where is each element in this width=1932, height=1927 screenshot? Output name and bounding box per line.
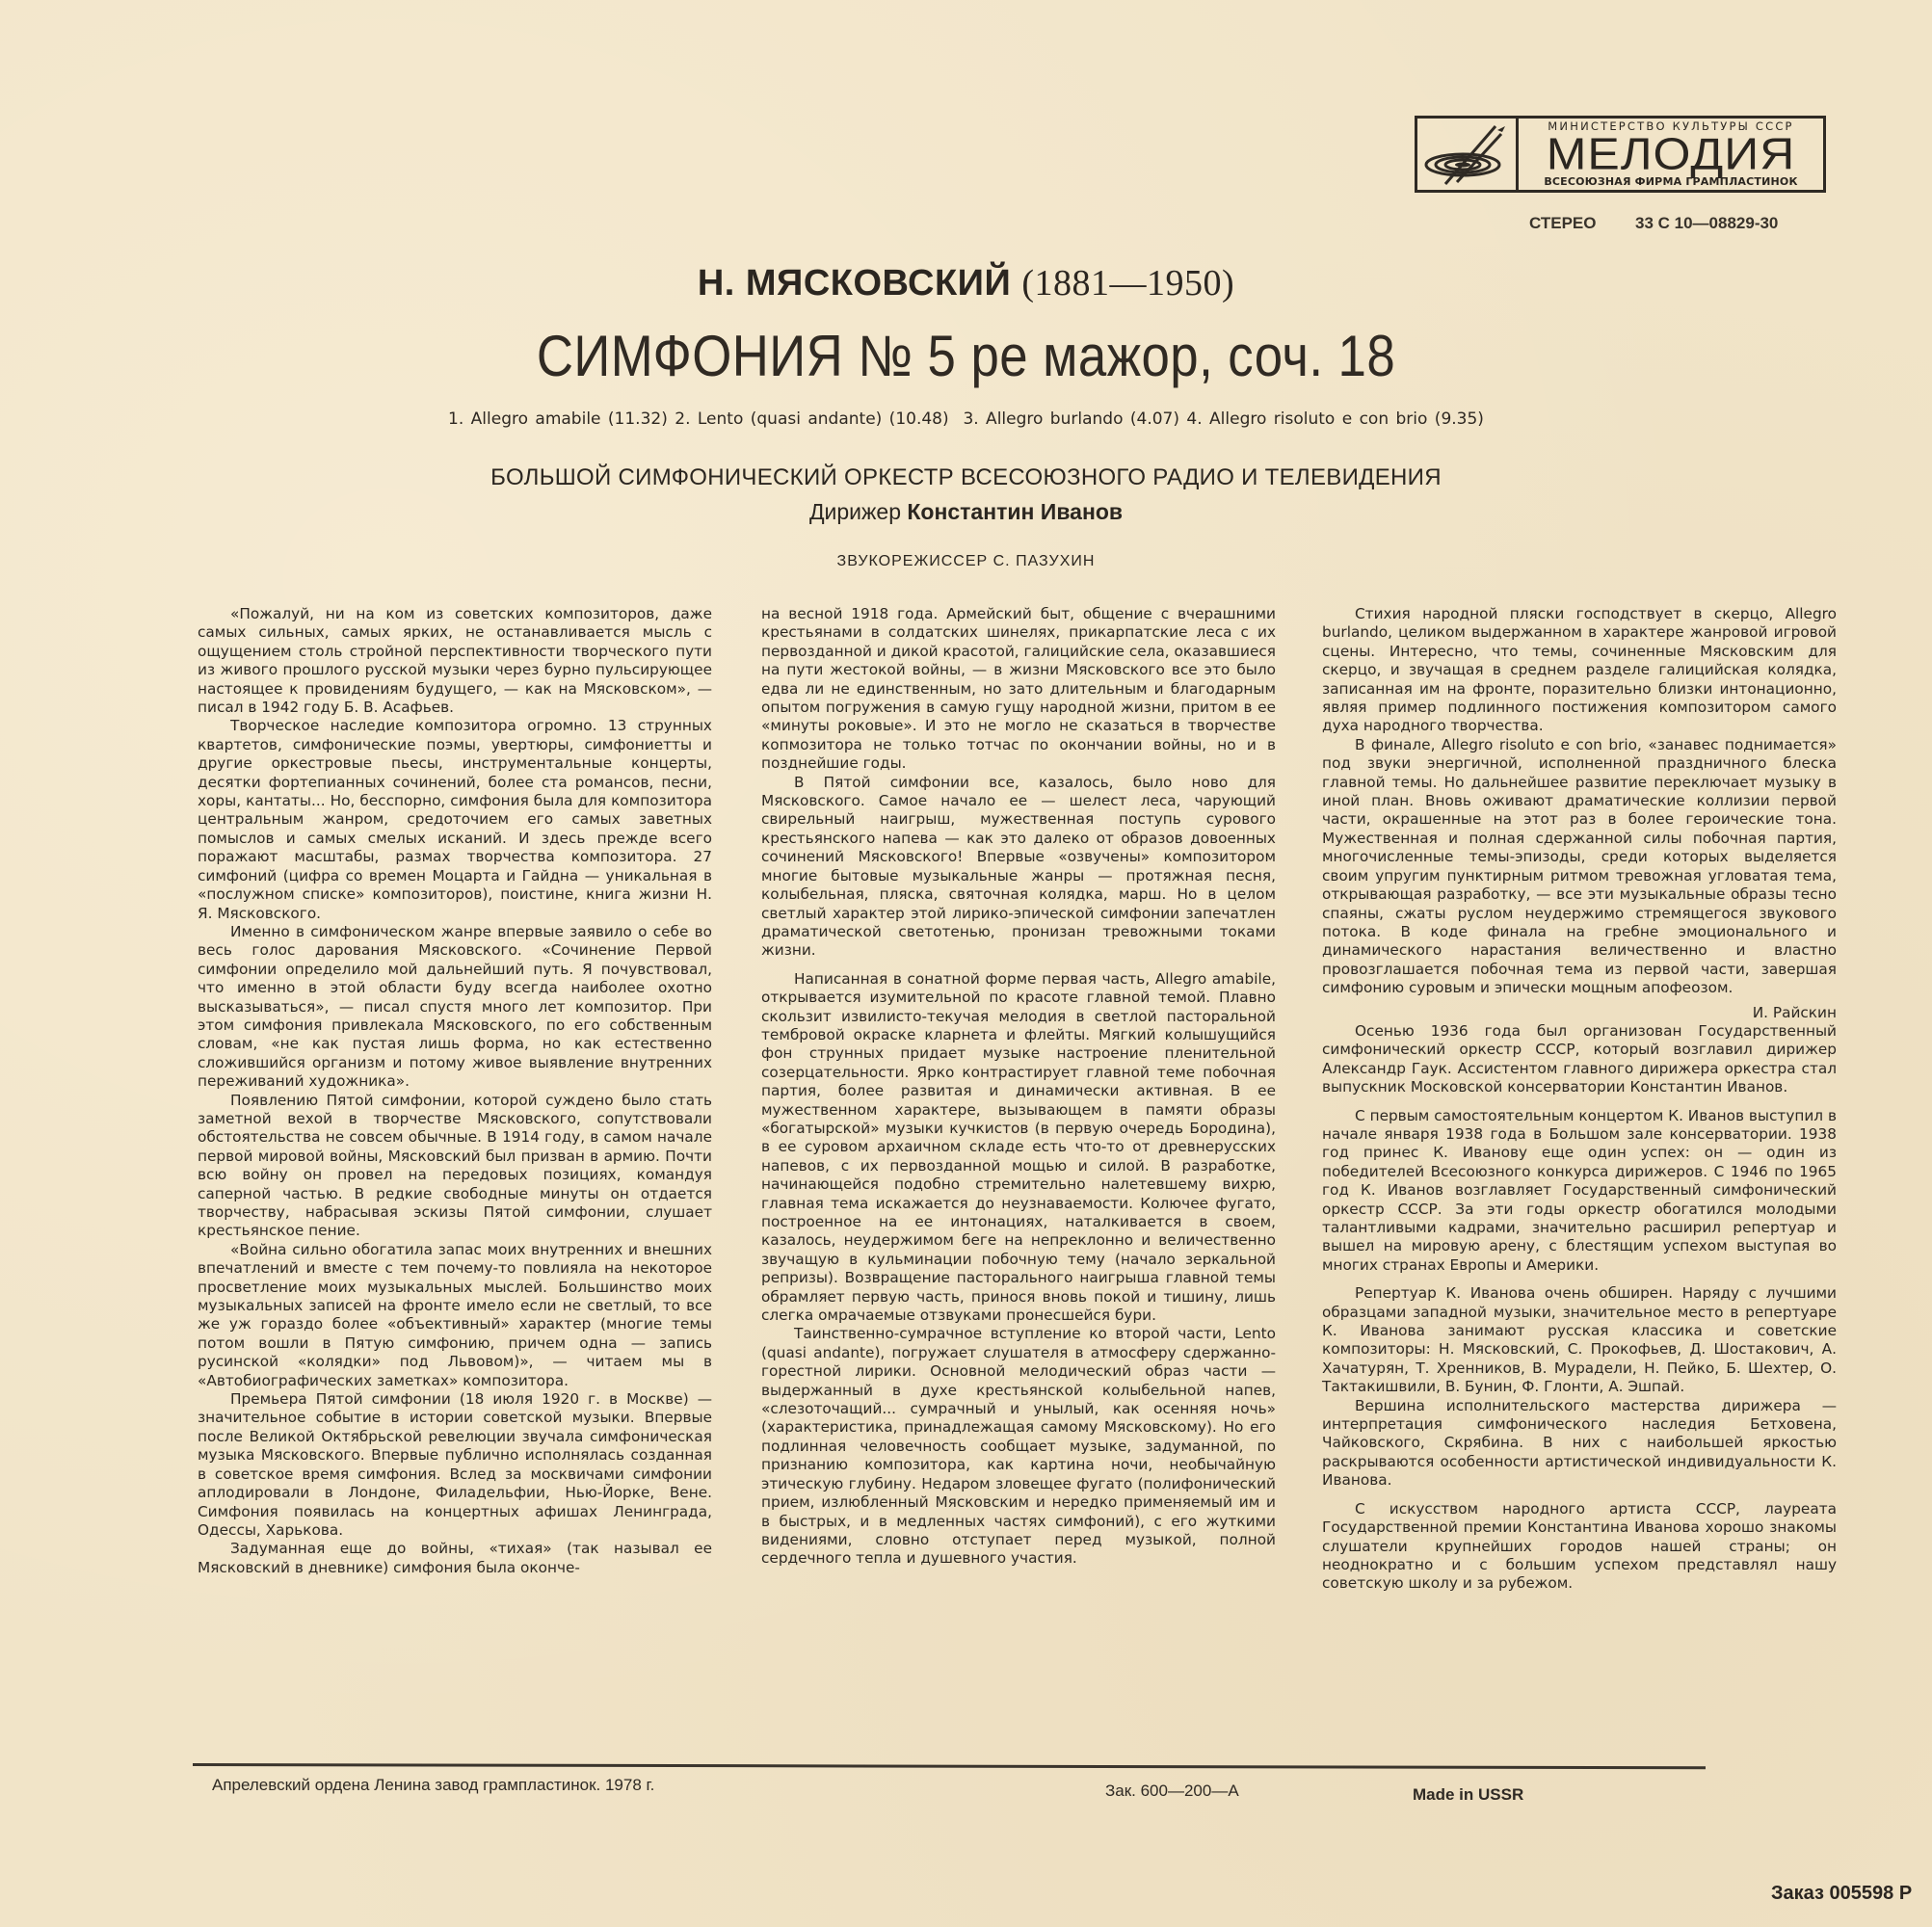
composer-years: (1881—1950) [1021, 263, 1235, 304]
paragraph: В Пятой симфонии все, казалось, было ново для Мясковского. Самое начало ее — шелест леса, чарующий свирельный наигрыш, мужественная поступь сурового крестьянского напева — как это далеко от образов довоенных сочинений Мясковского! Впервые «озвучены» композитором многие бытовые музыкальные жанры — протяжная песня, колыбельная, пляска, святочная колядка, марш. Но в целом светлый характер этой лирико-эпической симфонии запечатлен драматической светотенью, пронизан тревожными токами жизни. [761, 773, 1276, 960]
liner-notes-column-3 [1322, 605, 1837, 1594]
paragraph: Задуманная еще до войны, «тихая» (так называл ее Мясковский в дневнике) симфония была оконче- [198, 1540, 712, 1576]
melodiya-record-logo-icon [1417, 119, 1519, 190]
work-title: СИМФОНИЯ № 5 ре мажор, соч. 18 [536, 324, 1396, 388]
paragraph: В финале, Allegro risoluto e con brio, «занавес поднимается» под звуки энергичной, исполненной праздничного блеска главной темы. Но дальнейшее развитие переключает музыку в иной план. Вновь оживают драматические коллизии первой части, окрашенные на этот раз в более героические тона. Мужественная и полная сдержанной силы побочная партия, многочисленные темы-эпизоды, среди которых выделяется своим упругим пунктирным ритмом тревожная угловатая тема, открывающая разработку, — все эти музыкальные образы тесно спаяны, сжаты руслом неудержимо стремящегося звукового потока. В коде финала на гребне эмоционального и динамического нарастания величественно и властно провозглашается побочная тема из первой части, завершая симфонию суровым и эпически мощным апофеозом. [1322, 735, 1837, 997]
track-item: 2. Lento (quasi andante) (10.48) [675, 409, 949, 429]
paragraph: «Война сильно обогатила запас моих внутренних и внешних впечатлений и вместе с тем почему-то повлияла на некоторое просветление моих музыкальных мыслей. Большинство моих музыкальных записей на фронте имело если не светлый, то все же уж гораздо более «объективный» характер (многие темы потом вошли в Пятую симфонию, причем одна — запись русинской «колядки» под Львовом)», — читаем мы в «Автобиографических заметках» композитора. [198, 1240, 712, 1389]
label-name: МЕЛОДИЯ [1546, 129, 1796, 180]
footer-divider [193, 1763, 1706, 1769]
track-item: 4. Allegro risoluto e con brio (9.35) [1186, 409, 1484, 429]
liner-notes-column-2 [761, 605, 1276, 1569]
paragraph: Осенью 1936 года был организован Государственный симфонический оркестр СССР, который возглавил дирижер Александр Гаук. Ассистентом главного дирижера оркестра стал выпускник Московской консерватории Константин Иванов. [1322, 1021, 1837, 1096]
paragraph: на весной 1918 года. Армейский быт, общение с вчерашними крестьянами в солдатских шинелях, прикарпатские леса с их первозданной и дикой красотой, галицийские села, оказавшиеся на пути жестокой войны, — в жизни Мясковского все это было едва ли не единственным, но зато длительным и благодарным опытом погружения в самую гущу народной жизни, притом в ее «минуты роковые». И это не могло не сказаться в творчестве копмозитора не только тотчас по окончании войны, но и в позднейшие годы. [761, 605, 1276, 773]
print-order-number: Заказ 005598 Р [1771, 1883, 1913, 1904]
order-code: Зак. 600—200—А [1105, 1782, 1239, 1800]
conductor-name: Константин Иванов [907, 499, 1124, 524]
paragraph: Творческое наследие композитора огромно. 13 струнных квартетов, симфонические поэмы, увертюры, симфониетты и другие оркестровые пьесы, инструментальные концерты, десятки фортепианных сочинений, более ста романсов, песни, хоры, кантаты... Но, бесспорно, симфония была для композитора центральным жанром, средоточием его самых заветных помыслов и самых смелых исканий. И здесь прежде всего поражают масштабы, размах творчества композитора. 27 симфоний (цифра со времен Моцарта и Гайдна — уникальная в «послужном списке» композиторов), поистине, книга жизни Н. Я. Мясковского. [198, 717, 712, 922]
paragraph: Именно в симфоническом жанре впервые заявило о себе во весь голос дарования Мясковского. «Сочинение Первой симфонии определило мой дальнейший путь. Я почувствовал, что именно в этой области буду всегда наиболее охотно высказываться», — писал спустя много лет композитор. При этом симфония привлекала Мясковского, по его собственным словам, «не как пустая лишь форма, но как естественно сложившийся организм и потому живое выявление внутренних переживаний художника». [198, 922, 712, 1091]
conductor-label: Дирижер [808, 499, 901, 524]
paragraph: Премьера Пятой симфонии (18 июля 1920 г. в Москве) — значительное событие в истории советской музыки. Впервые после Великой Октябрьской ревелюции звучала симфоническая музыка Мясковского. Впервые публично исполнялась созданная в советское время симфония. Вслед за москвичами симфонии аплодировали в Лондоне, Филадельфии, Нью-Йорке, Вене. Симфония появилась на концертных афишах Ленинграда, Одессы, Харькова. [198, 1390, 712, 1539]
paragraph: Появлению Пятой симфонии, которой суждено было стать заметной вехой в творчестве Мясковского, сопутствовали обстоятельства не совсем обычные. В 1914 году, в самом начале первой мировой войны, Мясковский был призван в армию. Почти всю войну он провел на передовых позициях, командуя саперной частью. В редкие свободные минуты он отдается творчеству, набрасывая эскизы Пятой симфонии, слушает крестьянское пение. [198, 1091, 712, 1240]
author-signature: И. Райскин [1752, 1003, 1837, 1021]
label-firm: ВСЕСОЮЗНАЯ ФИРМА ГРАМПЛАСТИНОК [1544, 175, 1798, 189]
pressing-plant: Апрелевский ордена Ленина завод грампластинок. 1978 г. [212, 1776, 655, 1794]
label-text-block [1519, 119, 1823, 190]
paragraph: С первым самостоятельным концертом К. Иванов выступил в начале января 1938 года в Большом зале консерватории. 1938 год принес К. Иванову еще один успех: он — один из победителей Всесоюзного конкурса дирижеров. С 1946 по 1965 год К. Иванов возглавляет Государственный симфонический оркестр СССР. За эти годы оркестр обогатился молодыми талантливыми кадрами, значительно расширил репертуар и вышел на мировую арену, с блестящим успехом выступая во многих странах Европы и Америки. [1322, 1106, 1837, 1274]
sound-engineer-credit: ЗВУКОРЕЖИССЕР С. ПАЗУХИН [836, 553, 1096, 569]
conductor-credit [0, 499, 1932, 525]
catalog-number: 33 С 10—08829-30 [1635, 214, 1779, 232]
paragraph: С искусством народного артиста СССР, лауреата Государственной премии Константина Иванова хорошо знакомы слушатели крупнейших городов нашей страны; он неоднократно и с большим успехом представлял нашу советскую школу и за рубежом. [1322, 1499, 1837, 1593]
paragraph: Стихия народной пляски господствует в скерцо, Allegro burlando, целиком выдержанном в характере жанровой игровой сцены. Интересно, что темы, сочиненные Мясковским для скерцо, и звучащая в среднем разделе галицийская колядка, записанная им на фронте, поразительно близки интонационно, являя пример подлинного постижения композитором самого духа народного творчества. [1322, 605, 1837, 735]
track-item: 1. Allegro amabile (11.32) [448, 409, 668, 429]
track-list [0, 409, 1932, 429]
melodiya-logo [1415, 116, 1826, 193]
format-label: СТЕРЕО [1529, 214, 1597, 232]
paragraph: Таинственно-сумрачное вступление ко второй части, Lento (quasi andante), погружает слушателя в атмосферу сдержанно-горестной лирики. Основной мелодический образ части — выдержанный в духе крестьянской колыбельной напев, «слезоточащий... сумрачный и унылый, как осенняя ночь» (характеристика, принадлежащая самому Мясковскому). Но его подлинная человечность сообщает музыке, задуманной, по признанию композитора, как картина ночи, необычайную этическую глубину. Недаром зловещее фугато (полифонический прием, излюбленный Мясковским и нередко применяемый им и в быстрых, и в медленных частях симфоний), с его жуткими видениями, словно отступает перед музыкой, полной сердечного тепла и душевного участия. [761, 1325, 1276, 1568]
liner-notes-column-1 [198, 605, 712, 1577]
paragraph: Вершина исполнительского мастерства дирижера — интерпретация симфонического наследия Бетховена, Чайковского, Скрябина. В них с наибольшей яркостью раскрываются особенности артистической индивидуальности К. Иванова. [1322, 1396, 1837, 1490]
label-ministry: МИНИСТЕРСТВО КУЛЬТУРЫ СССР [1548, 119, 1794, 133]
composer-name: Н. МЯСКОВСКИЙ [697, 263, 1012, 304]
track-item: 3. Allegro burlando (4.07) [963, 409, 1179, 429]
paragraph: Репертуар К. Иванова очень обширен. Наряду с лучшими образцами западной музыки, значительное место в репертуаре К. Иванова занимают русская классика и советские композиторы: Н. Мясковский, С. Прокофьев, Д. Шостакович, А. Хачатурян, Т. Хренников, В. Мурадели, Н. Пейко, Б. Шехтер, О. Тактакишвили, В. Бунин, Ф. Глонти, А. Эшпай. [1322, 1284, 1837, 1396]
paragraph: Написанная в сонатной форме первая часть, Allegro amabile, открывается изумительной по красоте главной темой. Плавно скользит извилисто-текучая мелодия в светлой пасторальной тембровой окраске кларнета и флейты. Мягкий колышущийся фон струнных придает музыке настроение пленительной созерцательности. Ярко контрастирует главной теме побочная партия, более развитая и динамически активная. В ее мужественном характере, вызывающем в памяти образы «богатырской» музыки кучкистов (в первую очередь Бородина), в ее суровом архаичном складе есть что-то от древнерусских напевов, с их первозданной мощью и силой. В разработке, начинающейся подобно стремительно налетевшему вихрю, главная тема искажается до неузнаваемости. Колючее фугато, построенное на ее интонациях, наталкивается в своем, казалось, неудержимом беге на непреклонно и величественно звучащую в кульминации побочную тему (начало зеркальной репризы). Возвращение пасторального наигрыша главной темы обрамляет первую часть, принося вновь покой и тишину, лишь слегка омрачаемые отзвуками пронесшейся бури. [761, 969, 1276, 1325]
made-in-label: Made in USSR [1413, 1785, 1524, 1804]
paragraph: «Пожалуй, ни на ком из советских композиторов, даже самых сильных, самых ярких, не останавливается мысль с ощущением столь стройной перспективности творческого пути из живого прошлого русской музыки через бурно пульсирующее настоящее к провидениям будущего, — как на Мясковском», — писал в 1942 году Б. В. Асафьев. [198, 605, 712, 717]
composer-heading [0, 262, 1932, 304]
orchestra-name: БОЛЬШОЙ СИМФОНИЧЕСКИЙ ОРКЕСТР ВСЕСОЮЗНОГО РАДИО И ТЕЛЕВИДЕНИЯ [490, 464, 1442, 490]
